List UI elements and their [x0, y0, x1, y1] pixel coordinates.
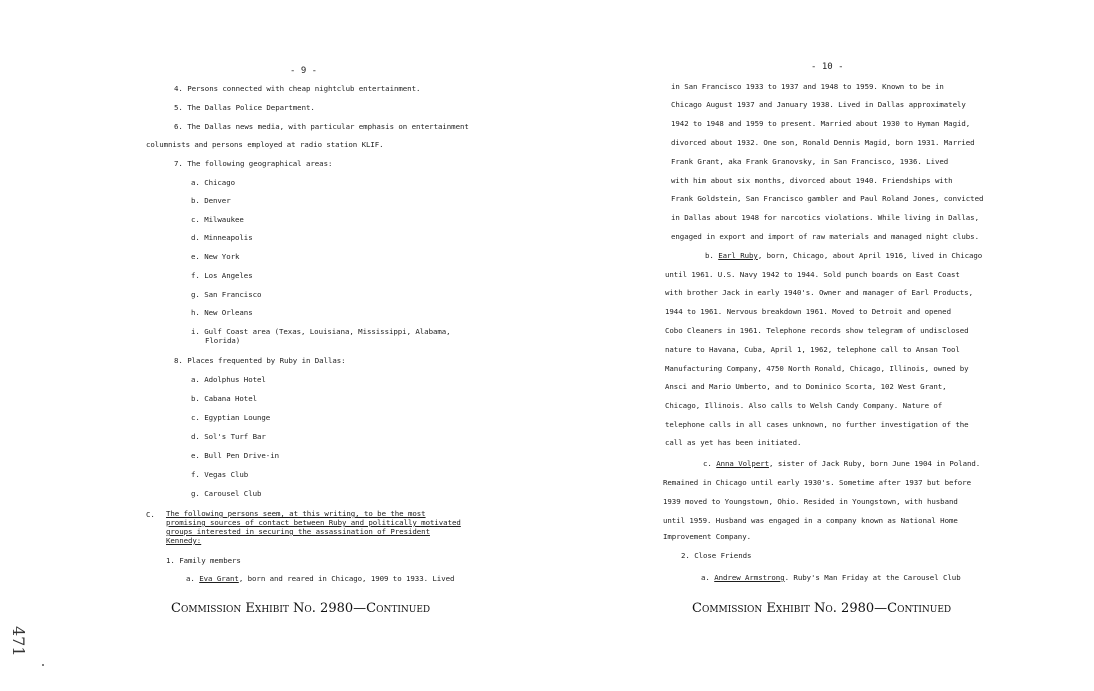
text-line: Improvement Company. [663, 532, 751, 541]
section-heading: promising sources of contact between Ruby and politically motivated [166, 518, 461, 527]
text-line: Remained in Chicago until early 1930's. Sometime after 1937 but before [663, 478, 971, 487]
text-line: nature to Havana, Cuba, April 1, 1962, telephone call to Ansan Tool [665, 345, 960, 354]
right-page [547, 0, 1094, 691]
page-number: - 10 - [811, 62, 844, 72]
list-item: 2. Close Friends [681, 551, 752, 560]
text-line: Frank Grant, aka Frank Granovsky, in San Francisco, 1936. Lived [671, 157, 949, 166]
list-item: 7. The following geographical areas: [174, 159, 333, 168]
text-line [701, 573, 961, 583]
list-item: g. Carousel Club [191, 489, 262, 498]
list-item: a. Adolphus Hotel [191, 375, 266, 384]
list-item: 4. Persons connected with cheap nightclub entertainment. [174, 84, 421, 93]
text-line: Ansci and Mario Umberto, and to Dominico Scorta, 102 West Grant, [665, 382, 947, 391]
text-line: 1942 to 1948 and 1959 to present. Married about 1930 to Hyman Magid, [671, 119, 971, 128]
list-item: f. Los Angeles [191, 271, 253, 280]
list-item: a. Chicago [191, 178, 235, 187]
item-prefix: b. [705, 251, 714, 260]
text-line: until 1961. U.S. Navy 1942 to 1944. Sold punch boards on East Coast [665, 270, 960, 279]
text-line: telephone calls in all cases unknown, no further investigation of the [665, 420, 969, 429]
item-text: . Ruby's Man Friday at the Carousel Club [784, 573, 961, 582]
scan-mark [42, 664, 44, 666]
item-text: , born and reared in Chicago, 1909 to 1933. Lived [238, 574, 455, 583]
list-item: columnists and persons employed at radio station KLIF. [146, 140, 384, 149]
folio-number: 471 [9, 626, 28, 657]
person-name: Anna Volpert [716, 459, 770, 468]
list-item: d. Minneapolis [191, 233, 253, 242]
item-text: , born, Chicago, about April 1916, lived in Chicago [757, 251, 983, 260]
text-line: Chicago, Illinois. Also calls to Welsh Candy Company. Nature of [665, 401, 943, 410]
section-label: C. [146, 510, 155, 519]
text-line: Chicago August 1937 and January 1938. Lived in Dallas approximately [671, 100, 966, 109]
text-line: 1944 to 1961. Nervous breakdown 1961. Moved to Detroit and opened [665, 307, 951, 316]
list-item: b. Denver [191, 196, 231, 205]
page-number: - 9 - [290, 66, 318, 76]
list-item: 1. Family members [166, 556, 241, 565]
text-line: Cobo Cleaners in 1961. Telephone records show telegram of undisclosed [665, 326, 969, 335]
list-item: f. Vegas Club [191, 470, 249, 479]
item-text: , sister of Jack Ruby, born June 1904 in Poland. [769, 459, 981, 468]
text-line: Frank Goldstein, San Francisco gambler and Paul Roland Jones, convicted [671, 194, 984, 203]
list-item: h. New Orleans [191, 308, 253, 317]
item-prefix: a. [701, 573, 710, 582]
person-name: Eva Grant [199, 574, 239, 583]
text-line [703, 459, 980, 469]
list-item: 5. The Dallas Police Department. [174, 103, 315, 112]
list-item: i. Gulf Coast area (Texas, Louisiana, Mississippi, Alabama, [191, 327, 451, 336]
list-item: Florida) [205, 336, 241, 345]
section-heading: Kennedy: [166, 536, 202, 545]
list-item: g. San Francisco [191, 290, 262, 299]
list-item [186, 574, 454, 584]
text-line [705, 251, 982, 261]
person-name: Andrew Armstrong [714, 573, 785, 582]
text-line: Manufacturing Company, 4750 North Ronald, Chicago, Illinois, owned by [665, 364, 969, 373]
section-heading: groups interested in securing the assassination of President [166, 527, 430, 536]
item-prefix: c. [703, 459, 712, 468]
list-item: e. Bull Pen Drive-in [191, 451, 279, 460]
exhibit-caption: Commission Exhibit No. 2980—Continued [692, 601, 952, 616]
list-item: c. Egyptian Lounge [191, 413, 271, 422]
list-item: d. Sol's Turf Bar [191, 432, 266, 441]
list-item: 8. Places frequented by Ruby in Dallas: [174, 356, 346, 365]
list-item: b. Cabana Hotel [191, 394, 257, 403]
text-line: call as yet has been initiated. [665, 438, 802, 447]
text-line: 1939 moved to Youngstown, Ohio. Resided in Youngstown, with husband [663, 497, 958, 506]
text-line: in Dallas about 1948 for narcotics violations. While living in Dallas, [671, 213, 979, 222]
exhibit-caption: Commission Exhibit No. 2980—Continued [171, 601, 431, 616]
list-item: c. Milwaukee [191, 215, 244, 224]
list-item: e. New York [191, 252, 240, 261]
text-line: with him about six months, divorced about 1940. Friendships with [671, 176, 953, 185]
text-line: in San Francisco 1933 to 1937 and 1948 to 1959. Known to be in [671, 82, 944, 91]
text-line: divorced about 1932. One son, Ronald Dennis Magid, born 1931. Married [671, 138, 975, 147]
item-prefix: a. [186, 574, 195, 583]
list-item: 6. The Dallas news media, with particular emphasis on entertainment [174, 122, 469, 131]
text-line: with brother Jack in early 1940's. Owner and manager of Earl Products, [665, 288, 973, 297]
person-name: Earl Ruby [718, 251, 758, 260]
text-line: engaged in export and import of raw materials and managed night clubs. [671, 232, 979, 241]
text-line: until 1959. Husband was engaged in a company known as National Home [663, 516, 958, 525]
section-heading: The following persons seem, at this writing, to be the most [166, 509, 426, 518]
